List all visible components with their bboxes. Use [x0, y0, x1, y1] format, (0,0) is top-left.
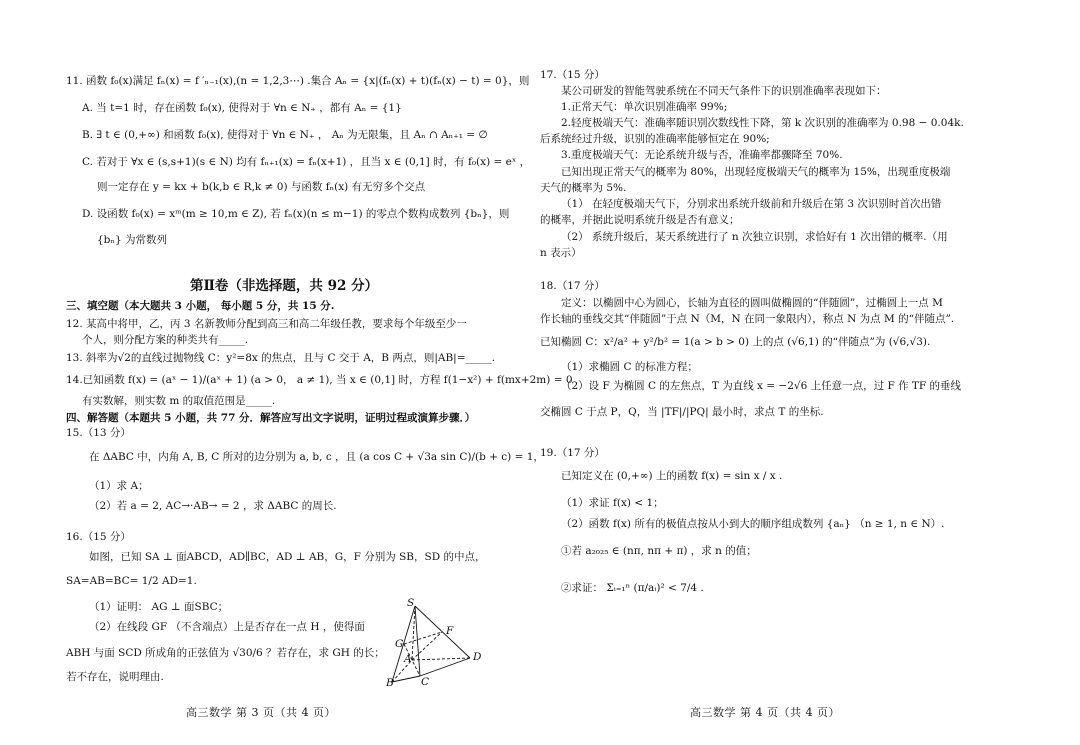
- q11-option-d-line1: D. 设函数 f₀(x) = xᵐ(m ≥ 10,m ∈ Z), 若 fₙ(x)(n ≤ m−1) 的零点个数构成数列 {bₙ}，则: [82, 208, 510, 220]
- q16-part2-line1: （2）在线段 GF （不含端点）上是否存在一点 H ，使得面: [89, 621, 365, 633]
- q12-line1: 12. 某高中将甲，乙，丙 3 名新教师分配到高三和高二年级任教，要求每个年级至少一: [66, 318, 467, 330]
- page-footer-left: 高三数学 第 3 页（共 4 页）: [186, 706, 336, 719]
- q15-part2: （2）若 a = 2, AC→·AB→ = 2 ，求 ΔABC 的周长.: [89, 500, 337, 512]
- q14-line2: 有实数解，则实数 m 的取值范围是_____.: [82, 395, 276, 407]
- q16-title: 16.（15 分）: [66, 531, 131, 543]
- q11-option-c-line2: 则一定存在 y = kx + b(k,b ∈ R,k ≠ 0) 与函数 fₙ(x) 有无穷多个交点: [97, 181, 426, 193]
- fig-label-d: D: [473, 651, 482, 663]
- q15-title: 15.（13 分）: [66, 427, 131, 439]
- fill-blank-header: 三、填空题（本大题共 3 小题， 每小题 5 分，共 15 分.: [66, 300, 335, 312]
- q11-option-c-line1: C. 若对于 ∀x ∈ (s,s+1)(s ∈ N) 均有 fₙ₊₁(x) = fₙ(x+1) ，且当 x ∈ (0,1] 时，有 f₀(x) = eˣ ，: [82, 156, 531, 168]
- q18-part1: （1）求椭圆 C 的标准方程；: [561, 361, 698, 373]
- q18-known: 已知椭圆 C：x²/a² + y²/b² = 1(a > b > 0) 上的点 (√6,1) 的“伴随点”为 (√6,√3).: [540, 336, 931, 348]
- q17-title: 17.（15 分）: [540, 69, 605, 81]
- fig-label-b: B: [386, 677, 394, 689]
- fig-label-g: G: [395, 638, 404, 650]
- q18-title: 18.（17 分）: [540, 280, 605, 292]
- q17-known-line2: 天气的概率为 5%.: [540, 182, 627, 194]
- fig-label-c: C: [421, 676, 430, 688]
- right-page: [540, 0, 1080, 745]
- q17-weather3: 3.重度极端天气：无论系统升级与否，准确率都骤降至 70%.: [561, 149, 843, 161]
- q19-stem: 已知定义在 (0,+∞) 上的函数 f(x) = sin x / x .: [561, 470, 783, 482]
- q19-title: 19.（17 分）: [540, 447, 605, 459]
- q16-part2-line3: 若不存在，说明理由.: [66, 671, 164, 683]
- q13: 13. 斜率为√2的直线过抛物线 C：y²=8x 的焦点，且与 C 交于 A，B 两点，则|AB|=_____.: [66, 352, 496, 364]
- q18-part2-line2: 交椭圆 C 于点 P，Q，当 |TF|/|PQ| 最小时，求点 T 的坐标.: [540, 406, 824, 418]
- q12-line2: 个人，则分配方案的种类共有_____.: [82, 334, 249, 346]
- q16-part2-line2: ABH 与面 SCD 所成角的正弦值为 √30/6 ？若存在，求 GH 的长；: [66, 647, 385, 659]
- q17-weather2-line1: 2.轻度极端天气：准确率随识别次数线性下降，第 k 次识别的准确率为 0.98 − 0.04k.: [561, 117, 964, 129]
- answer-header: 四、解答题（本题共 5 小题，共 77 分．解答应写出文字说明，证明过程或演算步骤．）: [66, 412, 476, 424]
- q19-part1: （1）求证 f(x) < 1；: [561, 497, 664, 509]
- q17-weather1: 1.正常天气：单次识别准确率 99%;: [561, 101, 728, 113]
- q14-line1: 14.已知函数 f(x) = (aˣ − 1)/(aˣ + 1) (a > 0， a ≠ 1), 当 x ∈ (0,1] 时，方程 f(1−x²) + f(mx+2m) = 0: [66, 374, 573, 386]
- q19-part2-sub1: ①若 a₂₀₂₅ ∈ (nπ, nπ + π) ，求 n 的值；: [561, 545, 757, 557]
- q17-part2-line2: n 表示）: [540, 247, 582, 259]
- q17-part1-line2: 的概率，并据此说明系统升级是否有意义；: [540, 214, 740, 226]
- q18-part2-line1: （2）设 F 为椭圆 C 的左焦点，T 为直线 x = −2√6 上任意一点，过 F 作 TF 的垂线: [561, 380, 962, 392]
- q11-option-a: A. 当 t=1 时，存在函数 f₀(x), 使得对于 ∀n ∈ N₊ ，都有 Aₙ = {1}: [82, 102, 402, 114]
- q17-part1-line1: （1） 在轻度极端天气下，分别求出系统升级前和升级后在第 3 次识别时首次出错: [561, 198, 942, 210]
- q16-stem: 如图，已知 SA ⊥ 面ABCD，AD∥BC，AD ⊥ AB，G，F 分别为 SB，SD 的中点，: [89, 551, 486, 563]
- q15-part1: （1）求 A；: [89, 480, 149, 492]
- q18-definition-line1: 定义：以椭圆中心为圆心，长轴为直径的圆叫做椭圆的“伴随圆”，过椭圆上一点 M: [561, 297, 943, 309]
- part2-title: 第Ⅱ卷（非选择题，共 92 分）: [190, 278, 379, 294]
- q16-condition: SA=AB=BC= 1/2 AD=1.: [66, 575, 197, 587]
- q17-known-line1: 已知出现正常天气的概率为 80%，出现轻度极端天气的概率为 15%，出现重度极端: [561, 166, 951, 178]
- q17-weather2-line2: 后系统经过升级，识别的准确率能够恒定在 90%;: [540, 133, 770, 145]
- q17-part2-line1: （2） 系统升级后，某天系统进行了 n 次独立识别，求恰好有 1 次出错的概率.（用: [561, 231, 948, 243]
- q11-stem: 11. 函数 f₀(x)满足 fₙ(x) = f ′ₙ₋₁(x),(n = 1,2,3⋯) .集合 Aₙ = {x|(fₙ(x) + t)(fₙ(x) − t) = 0}，则: [66, 75, 530, 87]
- fig-label-f: F: [446, 625, 454, 637]
- q18-definition-line2: 作长轴的垂线交其“伴随圆”于点 N（M，N 在同一象限内），称点 N 为点 M 的“伴随点”.: [540, 313, 955, 325]
- fig-label-a: A: [404, 653, 412, 665]
- q19-part2-sub2: ②求证： Σᵢ₌₁ⁿ (π/aᵢ)² < 7/4 .: [561, 582, 704, 594]
- q11-option-d-line2: {bₙ} 为常数列: [97, 234, 167, 246]
- fig-label-s: S: [407, 597, 415, 609]
- q15-stem: 在 ΔABC 中，内角 A, B, C 所对的边分别为 a, b, c ，且 (a cos C + √3a sin C)/(b + c) = 1，: [89, 451, 544, 463]
- page-footer-right: 高三数学 第 4 页（共 4 页）: [690, 706, 840, 719]
- q19-part2: （2）函数 f(x) 所有的极值点按从小到大的顺序组成数列 {aₙ} （n ≥ 1, n ∈ N）.: [561, 518, 945, 530]
- q11-option-b: B. ∃ t ∈ (0,+∞) 和函数 f₀(x), 使得对于 ∀n ∈ N₊ ， Aₙ 为无限集，且 Aₙ ∩ Aₙ₊₁ = ∅: [82, 129, 488, 141]
- q16-part1: （1）证明： AG ⊥ 面SBC；: [89, 601, 229, 613]
- q17-intro: 某公司研发的智能驾驶系统在不同天气条件下的识别准确率表现如下：: [561, 85, 887, 97]
